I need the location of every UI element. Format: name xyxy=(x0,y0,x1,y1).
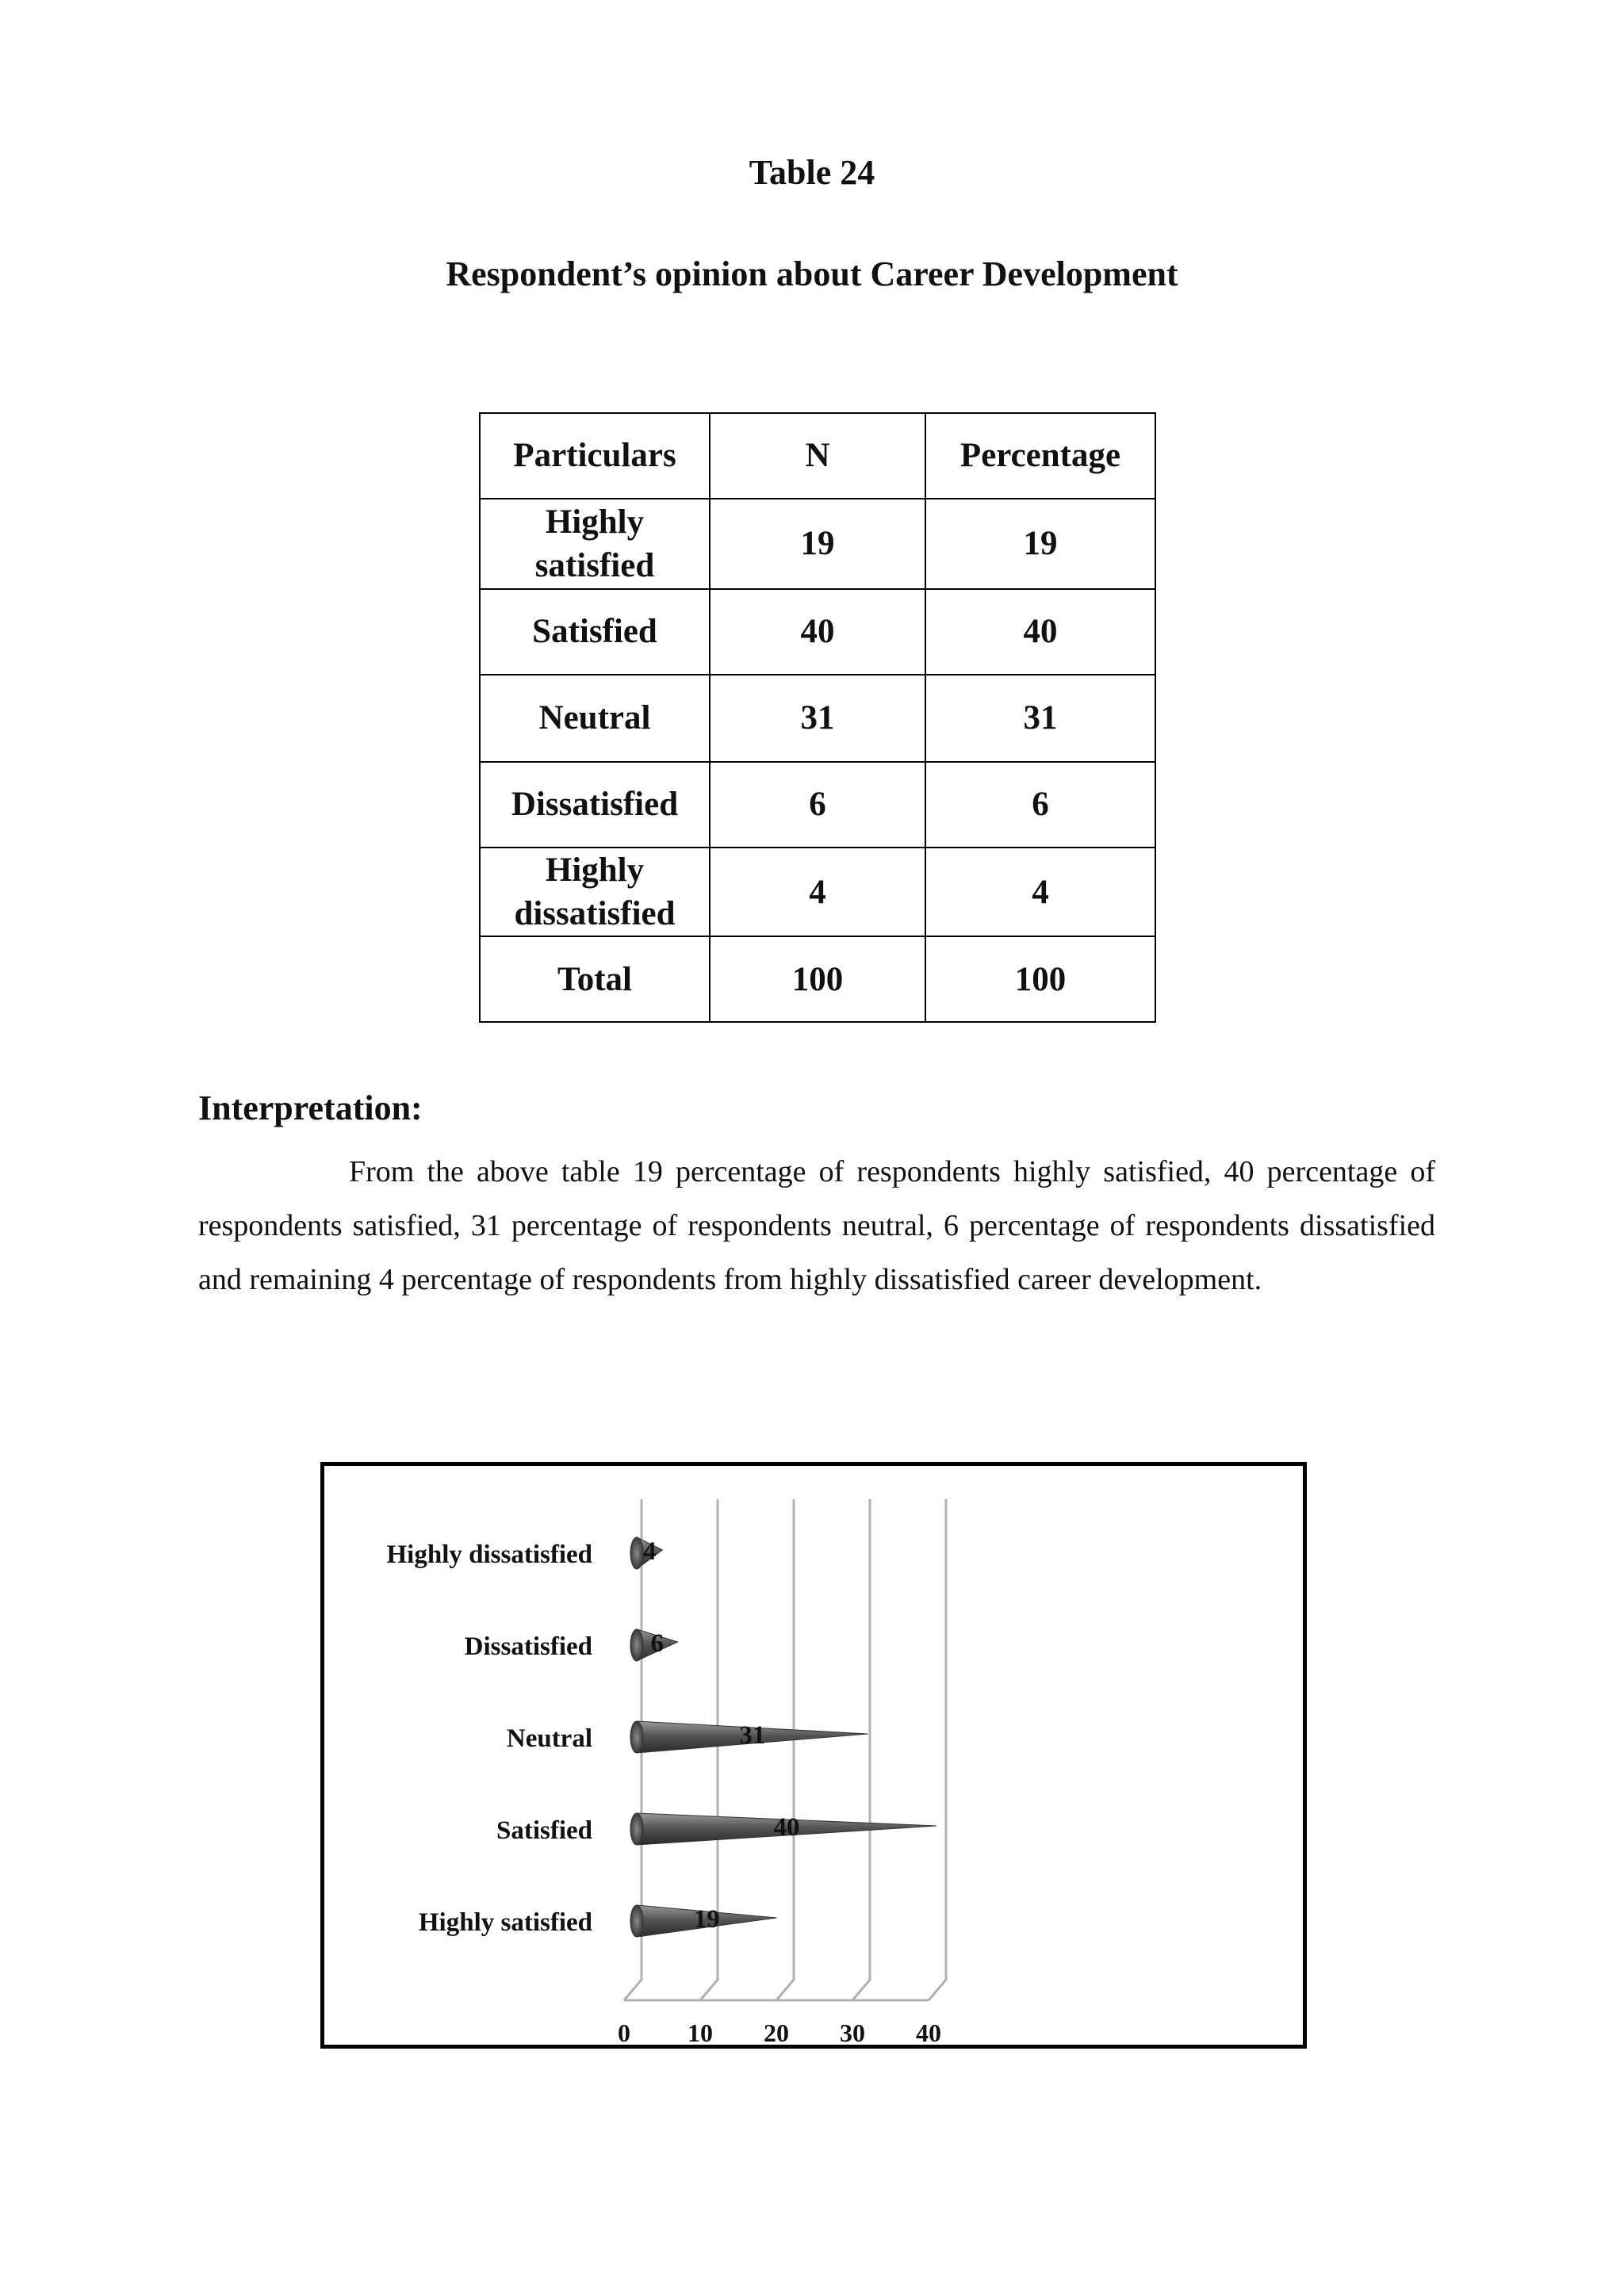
row-percentage: 40 xyxy=(925,589,1155,675)
row-label: Dissatisfied xyxy=(480,762,710,848)
x-tick-label: 0 xyxy=(618,2019,630,2045)
data-label: 19 xyxy=(693,1905,720,1934)
row-label: Highly dissatisfied xyxy=(480,848,710,936)
data-label: 31 xyxy=(739,1721,766,1750)
row-percentage: 4 xyxy=(925,848,1155,936)
x-tick-label: 10 xyxy=(688,2019,713,2045)
table-row xyxy=(480,675,1155,762)
category-label: Highly dissatisfied xyxy=(386,1540,592,1569)
row-percentage: 6 xyxy=(925,762,1155,848)
row-n: 4 xyxy=(710,848,925,936)
data-table xyxy=(479,412,1156,1023)
x-tick-label: 20 xyxy=(764,2019,789,2045)
table-row xyxy=(480,499,1155,589)
data-label: 6 xyxy=(650,1629,665,1658)
cone-base xyxy=(630,1537,643,1569)
gridline xyxy=(776,1499,794,2000)
cone-base xyxy=(630,1721,643,1753)
row-label: Highly satisfied xyxy=(480,499,710,589)
cone-bar-chart xyxy=(324,1466,1303,2045)
header-n: N xyxy=(710,413,925,499)
row-n: 31 xyxy=(710,675,925,762)
table-row xyxy=(480,762,1155,848)
table-subtitle: Respondent’s opinion about Career Development xyxy=(446,254,1178,293)
row-n: 6 xyxy=(710,762,925,848)
data-label: 40 xyxy=(773,1813,800,1842)
chart-frame xyxy=(320,1462,1307,2049)
table-header-row xyxy=(480,413,1155,499)
row-percentage: 19 xyxy=(925,499,1155,589)
total-label: Total xyxy=(480,936,710,1022)
table-total-row xyxy=(480,936,1155,1022)
table-title: Table 24 xyxy=(749,153,875,192)
total-n: 100 xyxy=(710,936,925,1022)
row-n: 19 xyxy=(710,499,925,589)
row-label: Satisfied xyxy=(480,589,710,675)
total-percentage: 100 xyxy=(925,936,1155,1022)
cone-base xyxy=(630,1629,643,1661)
interpretation-paragraph: From the above table 19 percentage of respondents highly satisfied, 40 percentage of respondents satisfied, 31 percentage of respondents neutral, 6 percentage of respondents dissatisfied and remaining 4 percentage of respondents from highly dissatisfied career development. xyxy=(198,1155,1435,1296)
x-tick-label: 40 xyxy=(916,2019,941,2045)
row-n: 40 xyxy=(710,589,925,675)
interpretation-heading: Interpretation: xyxy=(198,1089,423,1127)
category-label: Satisfied xyxy=(496,1816,592,1845)
data-label: 4 xyxy=(642,1537,657,1566)
category-label: Dissatisfied xyxy=(464,1632,592,1661)
row-label: Neutral xyxy=(480,675,710,762)
x-tick-label: 30 xyxy=(840,2019,865,2045)
row-percentage: 31 xyxy=(925,675,1155,762)
header-particulars: Particulars xyxy=(480,413,710,499)
header-percentage: Percentage xyxy=(925,413,1155,499)
table-row xyxy=(480,848,1155,936)
gridline xyxy=(929,1499,946,2000)
category-label: Highly satisfied xyxy=(418,1908,592,1937)
gridline xyxy=(852,1499,870,2000)
table-row xyxy=(480,589,1155,675)
category-label: Neutral xyxy=(506,1724,592,1753)
cone-base xyxy=(630,1905,643,1937)
cone-base xyxy=(630,1813,643,1845)
